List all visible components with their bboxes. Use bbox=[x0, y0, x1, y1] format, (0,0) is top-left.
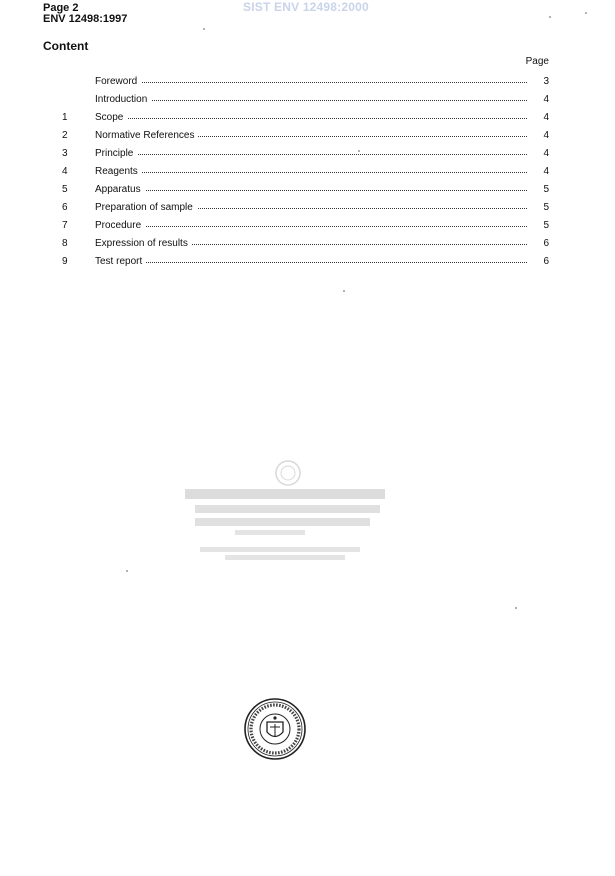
toc-leader-dots bbox=[100, 172, 527, 173]
toc-entry-title: Expression of results bbox=[95, 238, 192, 249]
toc-entry-page: 5 bbox=[543, 202, 549, 213]
scan-speck bbox=[343, 290, 345, 292]
toc-entry-page: 4 bbox=[543, 112, 549, 123]
document-id: ENV 12498:1997 bbox=[43, 13, 128, 25]
toc-entry[interactable] bbox=[0, 146, 615, 164]
toc-entry-title: Normative References bbox=[95, 130, 198, 141]
scan-speck bbox=[549, 16, 551, 18]
toc-entry-page: 4 bbox=[543, 94, 549, 105]
toc-entry-title: Apparatus bbox=[95, 184, 145, 195]
toc-leader-dots bbox=[100, 82, 527, 83]
toc-entry[interactable] bbox=[0, 236, 615, 254]
toc-entry-page: 4 bbox=[543, 166, 549, 177]
toc-entry-number: 4 bbox=[62, 166, 68, 177]
scan-speck bbox=[358, 150, 360, 152]
toc-entry-number: 8 bbox=[62, 238, 68, 249]
toc-entry[interactable] bbox=[0, 182, 615, 200]
toc-leader-dots bbox=[100, 190, 527, 191]
toc-leader-dots bbox=[100, 118, 527, 119]
toc-entry-title: Scope bbox=[95, 112, 127, 123]
faint-stamp-icon bbox=[185, 455, 395, 575]
toc-entry[interactable] bbox=[0, 128, 615, 146]
toc-entry-number: 3 bbox=[62, 148, 68, 159]
toc-entry[interactable] bbox=[0, 164, 615, 182]
toc-entry-title: Reagents bbox=[95, 166, 142, 177]
toc-entry[interactable] bbox=[0, 74, 615, 92]
toc-leader-dots bbox=[100, 262, 527, 263]
toc-entry-number: 1 bbox=[62, 112, 68, 123]
page-label: Page 2 bbox=[43, 2, 79, 14]
toc-entry-title: Test report bbox=[95, 256, 146, 267]
toc-entry-page: 6 bbox=[543, 238, 549, 249]
scan-speck bbox=[126, 570, 128, 572]
toc-entry-page: 4 bbox=[543, 130, 549, 141]
toc-leader-dots bbox=[100, 100, 527, 101]
toc-entry-page: 5 bbox=[543, 184, 549, 195]
toc-entry-title: Procedure bbox=[95, 220, 145, 231]
toc-entry[interactable] bbox=[0, 218, 615, 236]
toc-entry[interactable] bbox=[0, 254, 615, 272]
toc-entry-title: Principle bbox=[95, 148, 137, 159]
toc-entry-number: 6 bbox=[62, 202, 68, 213]
toc-entry-page: 6 bbox=[543, 256, 549, 267]
toc-entry-number: 7 bbox=[62, 220, 68, 231]
toc-entry-title: Foreword bbox=[95, 76, 141, 87]
toc-entry-page: 4 bbox=[543, 148, 549, 159]
scan-speck bbox=[203, 28, 205, 30]
toc-leader-dots bbox=[100, 154, 527, 155]
watermark: SIST ENV 12498:2000 bbox=[243, 0, 369, 14]
official-seal-icon bbox=[243, 697, 307, 761]
page-column-label: Page bbox=[525, 56, 549, 67]
toc-entry-page: 5 bbox=[543, 220, 549, 231]
toc-entry-title: Preparation of sample bbox=[95, 202, 197, 213]
toc-entry-number: 5 bbox=[62, 184, 68, 195]
toc-leader-dots bbox=[100, 226, 527, 227]
page-title: Content bbox=[43, 39, 89, 53]
scan-speck bbox=[515, 607, 517, 609]
toc-entry-title: Introduction bbox=[95, 94, 151, 105]
toc-entry[interactable] bbox=[0, 110, 615, 128]
toc-entry-number: 2 bbox=[62, 130, 68, 141]
toc-entry-page: 3 bbox=[543, 76, 549, 87]
toc-entry[interactable] bbox=[0, 92, 615, 110]
toc-entry-number: 9 bbox=[62, 256, 68, 267]
scan-speck bbox=[585, 12, 587, 14]
toc-entry[interactable] bbox=[0, 200, 615, 218]
